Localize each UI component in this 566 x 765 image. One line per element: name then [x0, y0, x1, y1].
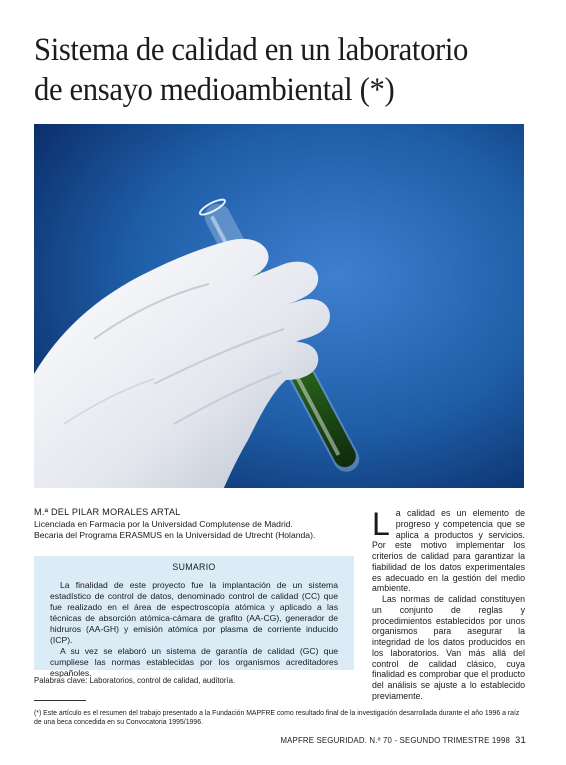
summary-paragraph-1: La finalidad de este proyecto fue la implantación de un sistema estadístico de control de datos, denominado control de calidad (CC) que fue realizado en el área de espectroscopía atómica y aplicado a las técnicas de absorción atómica-cámara de grafito (AA-CG), generador de hidruros (AA-GH) y emisión atómica por plasma de corriente inducido (ICP). — [50, 580, 338, 645]
journal-info: MAPFRE SEGURIDAD. N.º 70 - SEGUNDO TRIMESTRE 1998 — [280, 736, 511, 745]
drop-cap: L — [372, 506, 390, 542]
body-paragraph-1 — [372, 508, 525, 594]
hero-photo — [34, 124, 524, 488]
article-title-line-2: de ensayo medioambiental (*) — [34, 72, 395, 108]
summary-heading: SUMARIO — [172, 562, 216, 572]
body-paragraph-2: Las normas de calidad constituyen un conjunto de reglas y procedimientos establecidos por unos organismos para asegurar la integridad de los datos producidos en los laboratorios. Van más allá del control de calidad clásico, cuya finalidad es comprobar que el producto del análisis se ajuste a lo establecido previamente. — [372, 594, 525, 701]
footnote: (*) Este artículo es el resumen del trabajo presentado a la Fundación MAPFRE como resultado final de la investigación desarrollada durante el año 1996 a raíz de una beca concedida en su Convocatoria 1995/1996. — [34, 710, 520, 726]
page-footer — [270, 735, 526, 746]
page-number: 31 — [515, 735, 526, 746]
keywords: Palabras clave: Laboratorios, control de calidad, auditoría. — [34, 676, 236, 685]
footnote-rule — [34, 700, 86, 701]
author-affiliation-2: Becaria del Programa ERASMUS en la Universidad de Utrecht (Holanda). — [34, 530, 316, 540]
gloved-hand-test-tube-image — [34, 124, 524, 488]
summary-box — [34, 556, 354, 678]
summary-paragraph-2: A su vez se elaboró un sistema de garantía de calidad (GC) que cumpliese las normas establecidas por los organismos acreditadores españoles. — [50, 646, 338, 678]
author-affiliation-1: Licenciada en Farmacia por la Universidad Complutense de Madrid. — [34, 518, 293, 529]
author-name: M.ª DEL PILAR MORALES ARTAL — [34, 507, 181, 517]
body-column — [372, 508, 525, 702]
author-block — [34, 507, 354, 542]
article-title — [34, 30, 499, 110]
body-paragraph-1-text: a calidad es un elemento de progreso y competencia que se aplica a productos y servicios. Por este motivo implementar los criterios de calidad para garantizar la fiabilidad de los datos experimentales es adecuado en la gestión del medio ambiente. — [372, 508, 525, 594]
article-title-line-1: Sistema de calidad en un laboratorio — [34, 32, 469, 68]
